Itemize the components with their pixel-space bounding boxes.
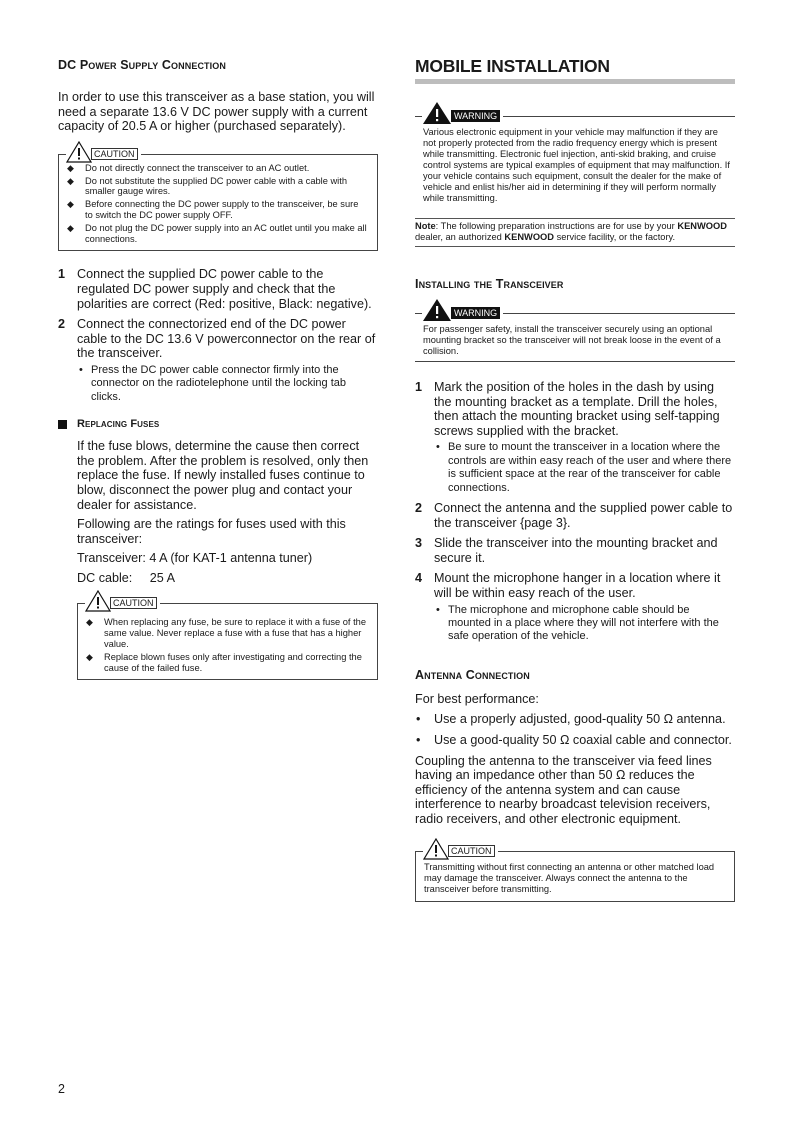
warning-text: Various electronic equipment in your vehicle may malfunction if they are not properly protected from the radio frequency energy which is present while transmitting. Electronic fuel injection, anti-skid braking, and cruise control systems are typical examples of equipment that may malfunction. If your vehicle contains such equipment, consult the dealer for the make of vehicle and enlist his/her aid in determining if they will perform normally while transmitting. bbox=[423, 127, 730, 203]
caution-label: CAUTION bbox=[110, 597, 157, 609]
warning-triangle-icon bbox=[422, 101, 452, 125]
caution-item: ◆ Before connecting the DC power supply to the transceiver, be sure to switch the DC power supply OFF. bbox=[67, 199, 368, 221]
note-text-1: : The following preparation instructions are for use by your bbox=[435, 221, 678, 231]
warning-triangle-icon bbox=[423, 838, 449, 860]
step-number: 3 bbox=[415, 536, 423, 551]
step-item bbox=[415, 501, 735, 530]
page-number: 2 bbox=[58, 1082, 65, 1096]
warning-tag bbox=[422, 103, 503, 125]
step-item bbox=[415, 536, 735, 565]
caution-list-power bbox=[67, 163, 368, 245]
caution-item: ◆ When replacing any fuse, be sure to replace it with a fuse of the same value. Never replace a fuse with a fuse that has a higher value. bbox=[86, 617, 368, 649]
antenna-bullet-list bbox=[415, 712, 735, 747]
fuse-paragraph: If the fuse blows, determine the cause then correct the problem. After the problem is resolved, only then replace the fuse. If newly installed fuses continue to blow, disconnect the power plug and contact your dealer for assistance. bbox=[77, 439, 369, 512]
antenna-bullet: • Use a good-quality 50 Ω coaxial cable and connector. bbox=[415, 733, 735, 748]
caution-list-fuse bbox=[86, 617, 368, 673]
note-text-3: service facility, or the factory. bbox=[554, 232, 676, 242]
dc-power-heading: DC Power Supply Connection bbox=[58, 58, 226, 72]
warning-triangle-icon bbox=[85, 590, 111, 612]
note-text-2: dealer, an authorized bbox=[415, 232, 505, 242]
warning-triangle-icon bbox=[422, 298, 452, 322]
caution-item: ◆ Do not directly connect the transceiver to an AC outlet. bbox=[67, 163, 368, 174]
step-text: Connect the antenna and the supplied power cable to the transceiver {page 3}. bbox=[434, 501, 733, 530]
warning-label: WARNING bbox=[451, 110, 500, 122]
step-item bbox=[58, 267, 378, 311]
mobile-installation-heading: MOBILE INSTALLATION bbox=[415, 56, 735, 84]
caution-item: ◆ Do not plug the DC power supply into an AC outlet until you make all connections. bbox=[67, 223, 368, 245]
dc-intro-paragraph: In order to use this transceiver as a base station, you will need a separate 13.6 V DC power supply with a current capacity of 20.5 A or higher (purchased separately). bbox=[58, 90, 375, 134]
step-sub-item: • Press the DC power cable connector firmly into the connector on the radiotelephone until the locking tab clicks. bbox=[77, 364, 378, 404]
right-column bbox=[415, 56, 735, 902]
step-item bbox=[58, 317, 378, 404]
step-number: 1 bbox=[58, 267, 66, 282]
step-item bbox=[415, 571, 735, 643]
caution-box-fuse bbox=[77, 598, 378, 680]
caution-box-antenna bbox=[415, 845, 735, 902]
step-text: Connect the connectorized end of the DC power cable to the DC 13.6 V powerconnector on the rear of the transceiver. bbox=[77, 317, 376, 361]
warning-text: For passenger safety, install the transceiver securely using an optional mounting bracket so the transceiver will not break loose in the event of a collision. bbox=[423, 324, 721, 356]
caution-item: ◆ Do not substitute the supplied DC power cable with a cable with smaller gauge wires. bbox=[67, 176, 368, 198]
step-number: 2 bbox=[415, 501, 423, 515]
caution-tag bbox=[423, 838, 498, 860]
step-text: Connect the supplied DC power cable to the regulated DC power supply and check that the polarities are correct (Red: positive, Black: negative). bbox=[77, 267, 372, 311]
step-item bbox=[415, 380, 735, 495]
dealer-note bbox=[415, 218, 735, 247]
antenna-intro: For best performance: bbox=[415, 691, 539, 706]
step-number: 4 bbox=[415, 571, 423, 586]
fuse-heading-row bbox=[58, 418, 378, 430]
step-sub-list bbox=[434, 604, 735, 644]
warning-box-safety bbox=[415, 308, 735, 362]
step-text: Slide the transceiver into the mounting bracket and secure it. bbox=[434, 536, 718, 565]
step-sub-item: • The microphone and microphone cable should be mounted in a place where they will not interfere with the safe operation of the vehicle. bbox=[434, 604, 735, 644]
fuse-rating-transceiver: Transceiver: 4 A (for KAT-1 antenna tuner) bbox=[77, 551, 313, 566]
warning-box-electronics bbox=[415, 111, 735, 208]
square-bullet-icon bbox=[58, 420, 67, 429]
caution-tag bbox=[85, 590, 160, 612]
step-number: 1 bbox=[415, 380, 423, 394]
warning-tag bbox=[422, 300, 503, 322]
step-number: 2 bbox=[58, 317, 66, 332]
step-text: Mount the microphone hanger in a location where it will be within easy reach of the user. bbox=[434, 571, 721, 600]
install-steps-list bbox=[415, 380, 735, 644]
antenna-bullet: • Use a properly adjusted, good-quality 50 Ω antenna. bbox=[415, 712, 735, 727]
step-sub-item: • Be sure to mount the transceiver in a location where the controls are within easy reach of the user and where there is sufficient space at the rear of the transceiver for cable connections. bbox=[434, 441, 735, 495]
note-brand-2: KENWOOD bbox=[504, 232, 555, 242]
fuse-section bbox=[58, 439, 378, 680]
caution-tag bbox=[66, 141, 141, 163]
fuse-heading: Replacing Fuses bbox=[77, 418, 160, 431]
caution-text: Transmitting without first connecting an antenna or other matched load may damage the transceiver. Always connect the antenna to the transceiver before transmitting. bbox=[424, 861, 715, 894]
dc-steps-list bbox=[58, 267, 378, 404]
fuse-rating-dc-cable: DC cable: 25 A bbox=[77, 570, 176, 585]
note-label: Note bbox=[415, 221, 436, 231]
installing-heading: Installing the Transceiver bbox=[415, 277, 564, 291]
warning-label: WARNING bbox=[451, 307, 500, 319]
caution-box-power bbox=[58, 148, 378, 252]
note-brand-1: KENWOOD bbox=[677, 221, 727, 231]
step-sub-list bbox=[77, 364, 378, 404]
left-column bbox=[58, 58, 378, 680]
caution-label: CAUTION bbox=[448, 845, 495, 857]
caution-item: ◆ Replace blown fuses only after investigating and correcting the cause of the failed fuse. bbox=[86, 652, 368, 674]
step-sub-list bbox=[434, 441, 735, 495]
antenna-heading: Antenna Connection bbox=[415, 667, 530, 682]
antenna-paragraph: Coupling the antenna to the transceiver via feed lines having an impedance other than 50 Ω reduces the efficiency of the antenna system and can cause interference to nearby broadcast television receivers, radio receivers, and other electronic equipment. bbox=[415, 753, 712, 826]
fuse-ratings-intro: Following are the ratings for fuses used with this transceiver: bbox=[77, 517, 346, 546]
step-text: Mark the position of the holes in the dash by using the mounting bracket as a template. Drill the holes, then attach the mounting bracket using self-tapping screws supplied with the bracket. bbox=[434, 380, 720, 438]
warning-triangle-icon bbox=[66, 141, 92, 163]
caution-label: CAUTION bbox=[91, 148, 138, 160]
